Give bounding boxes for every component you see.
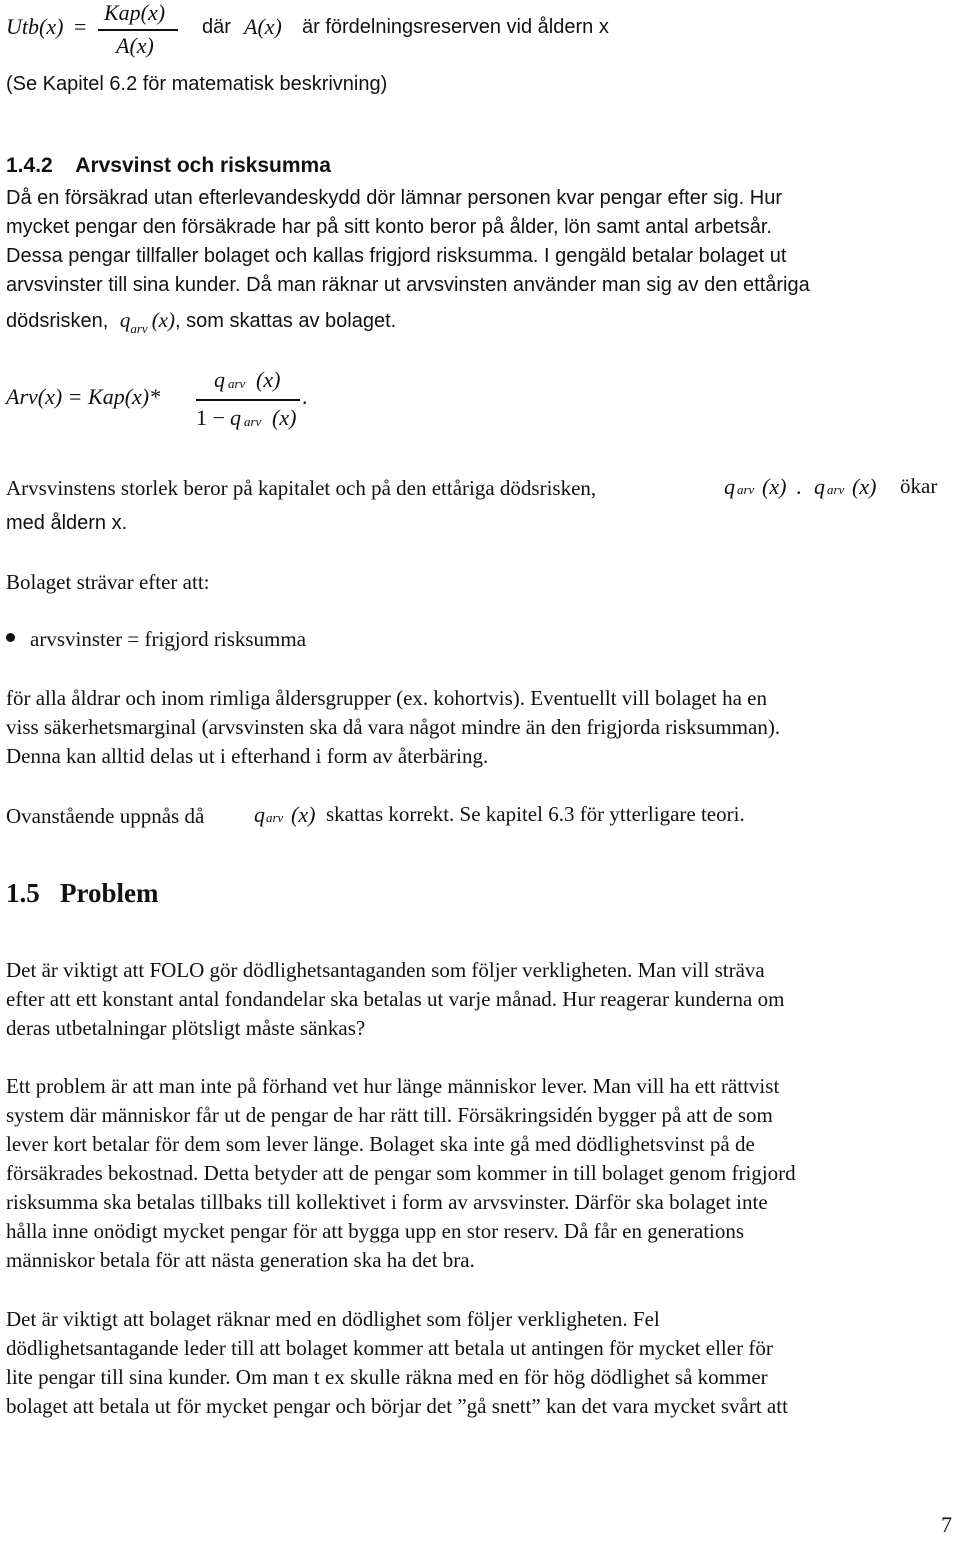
section-heading bbox=[6, 878, 158, 909]
section-number: 1.5 bbox=[6, 878, 40, 908]
subsection-line-4: arvsvinster till sina kunder. Då man räknar ut arvsvinsten använder man sig av den ettåriga bbox=[6, 274, 810, 296]
problem1-line-1: Det är viktigt att FOLO gör dödlighetsantaganden som följer verkligheten. Man vill sträva bbox=[6, 958, 765, 982]
ovan-prefix: Ovanstående uppnås då bbox=[6, 804, 205, 828]
subsection-heading bbox=[6, 154, 331, 178]
problem2-line-2: system där människor får ut de pengar de har rätt till. Försäkringsidén bygger på att de som bbox=[6, 1103, 773, 1127]
formula-utb-text-suffix: är fördelningsreserven vid åldern x bbox=[302, 16, 609, 38]
arvsvinst-storlek-text: Arvsvinstens storlek beror på kapitalet och på den ettåriga dödsrisken, bbox=[6, 476, 597, 500]
see-chapter-note: (Se Kapitel 6.2 för matematisk beskrivning) bbox=[6, 73, 388, 95]
problem2-line-7: människor betala för att nästa generation ska ha det bra. bbox=[6, 1248, 475, 1272]
q-arg-inline-3: (x) bbox=[291, 802, 316, 827]
para-after-formula-line-1 bbox=[6, 474, 596, 503]
formula-utb-equals: = bbox=[74, 14, 87, 39]
problem3-line-4: bolaget att betala ut för mycket pengar och börjar det ”gå snett” kan det vara mycket svårt att bbox=[6, 1394, 788, 1418]
subsection-line-1: Då en försäkrad utan efterlevandeskydd dör lämnar personen kvar pengar efter sig. Hur bbox=[6, 187, 782, 209]
problem1-line-2: efter att ett konstant antal fondandelar ska betalas ut varje månad. Hur reagerar kunderna om bbox=[6, 987, 785, 1011]
formula-arv-denominator-arg: (x) bbox=[272, 405, 297, 430]
dodsrisken-suffix: , som skattas av bolaget. bbox=[175, 310, 397, 332]
subsection-line-5 bbox=[6, 306, 396, 337]
q-symbol-inline-1: q bbox=[724, 474, 735, 499]
q-symbol-inline-3: q bbox=[254, 802, 265, 827]
formula-arv-fraction-bar bbox=[196, 399, 300, 401]
q-symbol: q bbox=[119, 308, 131, 332]
formula-arv-numerator-arg: (x) bbox=[256, 367, 281, 392]
problem3-line-2: dödlighetsantagande leder till att bolaget kommer att betala ut antingen för mycket eller för bbox=[6, 1336, 773, 1360]
problem1-line-3: deras utbetalningar plötsligt måste sänkas? bbox=[6, 1016, 366, 1040]
formula-utb-numerator: Kap(x) bbox=[104, 0, 166, 25]
problem3-line-3: lite pengar till sina kunder. Om man t ex skulle räkna med en för hög dödlighet så kommer bbox=[6, 1365, 768, 1389]
problem2-line-3: lever kort betalar för dem som lever länge. Bolaget ska inte gå med dödlighetsvinst på de bbox=[6, 1132, 755, 1156]
page-number: 7 bbox=[941, 1512, 952, 1537]
para-ages-line-2: viss säkerhetsmarginal (arvsvinsten ska då vara något mindre än den frigjorda risksumman). bbox=[6, 715, 781, 739]
q-subscript-inline-3: arv bbox=[266, 810, 284, 825]
formula-arv-denominator-q: q bbox=[230, 405, 241, 430]
subsection-line-2: mycket pengar den försäkrade har på sitt konto beror på ålder, lön samt antal arbetsår. bbox=[6, 216, 772, 238]
dodsrisken-prefix: dödsrisken, bbox=[6, 310, 109, 332]
problem2-line-6: hålla inne onödigt mycket pengar för att bygga upp en stor reserv. Då får en generations bbox=[6, 1219, 745, 1243]
subsection-line-3: Dessa pengar tillfaller bolaget och kallas frigjord risksumma. I gengäld betalar bolaget ut bbox=[6, 245, 787, 267]
problem2-line-4: försäkrades bekostnad. Detta betyder att de pengar som kommer in till bolaget genom frigjord bbox=[6, 1161, 796, 1185]
problem2-line-5: risksumma ska betalas tillbaks till kollektivet i form av arvsvinster. Därför ska bolaget inte bbox=[6, 1190, 768, 1214]
formula-utb-lhs: Utb(x) bbox=[6, 14, 64, 39]
para-after-formula-line-2: med åldern x. bbox=[6, 512, 128, 534]
ovan-suffix: skattas korrekt. Se kapitel 6.3 för ytterligare teori. bbox=[326, 802, 745, 826]
formula-arv-lhs: Arv(x) = Kap(x)* bbox=[6, 384, 161, 409]
formula-arv-one-minus: 1 − bbox=[196, 405, 225, 430]
subsection-title: Arvsvinst och risksumma bbox=[75, 154, 331, 177]
problem3-line-1: Det är viktigt att bolaget räknar med en dödlighet som följer verkligheten. Fel bbox=[6, 1307, 660, 1331]
formula-arv-numerator-sub: arv bbox=[228, 376, 246, 391]
q-arg: (x) bbox=[151, 308, 175, 332]
section-title: Problem bbox=[60, 878, 159, 908]
bullet-item: arvsvinster = frigjord risksumma bbox=[30, 627, 307, 651]
q-separator: . bbox=[796, 474, 802, 499]
q-subscript-inline-2: arv bbox=[827, 482, 845, 497]
formula-utb-denominator: A(x) bbox=[116, 33, 154, 58]
q-subscript: arv bbox=[130, 321, 148, 336]
goal-intro: Bolaget strävar efter att: bbox=[6, 570, 210, 594]
formula-arv-period: . bbox=[302, 384, 308, 409]
formula-utb-text-var: A(x) bbox=[244, 14, 282, 39]
formula-utb-text-prefix: där bbox=[202, 16, 231, 38]
para-ages-line-1: för alla åldrar och inom rimliga åldersgrupper (ex. kohortvis). Eventuellt vill bolaget ha en bbox=[6, 686, 768, 710]
q-subscript-inline-1: arv bbox=[737, 482, 755, 497]
q-arg-inline-2: (x) bbox=[852, 474, 877, 499]
ovan-line bbox=[6, 802, 204, 831]
q-arg-inline-1: (x) bbox=[762, 474, 787, 499]
formula-utb-fraction-bar bbox=[98, 29, 178, 31]
bullet-icon bbox=[6, 633, 15, 642]
formula-arv-numerator-q: q bbox=[214, 367, 225, 392]
subsection-number: 1.4.2 bbox=[6, 154, 53, 177]
formula-arv-denominator-sub: arv bbox=[244, 414, 262, 429]
para-ages-line-3: Denna kan alltid delas ut i efterhand i form av återbäring. bbox=[6, 744, 489, 768]
okar-text: ökar bbox=[900, 474, 938, 498]
problem2-line-1: Ett problem är att man inte på förhand vet hur länge människor lever. Man vill ha ett rättvist bbox=[6, 1074, 780, 1098]
q-symbol-inline-2: q bbox=[814, 474, 825, 499]
